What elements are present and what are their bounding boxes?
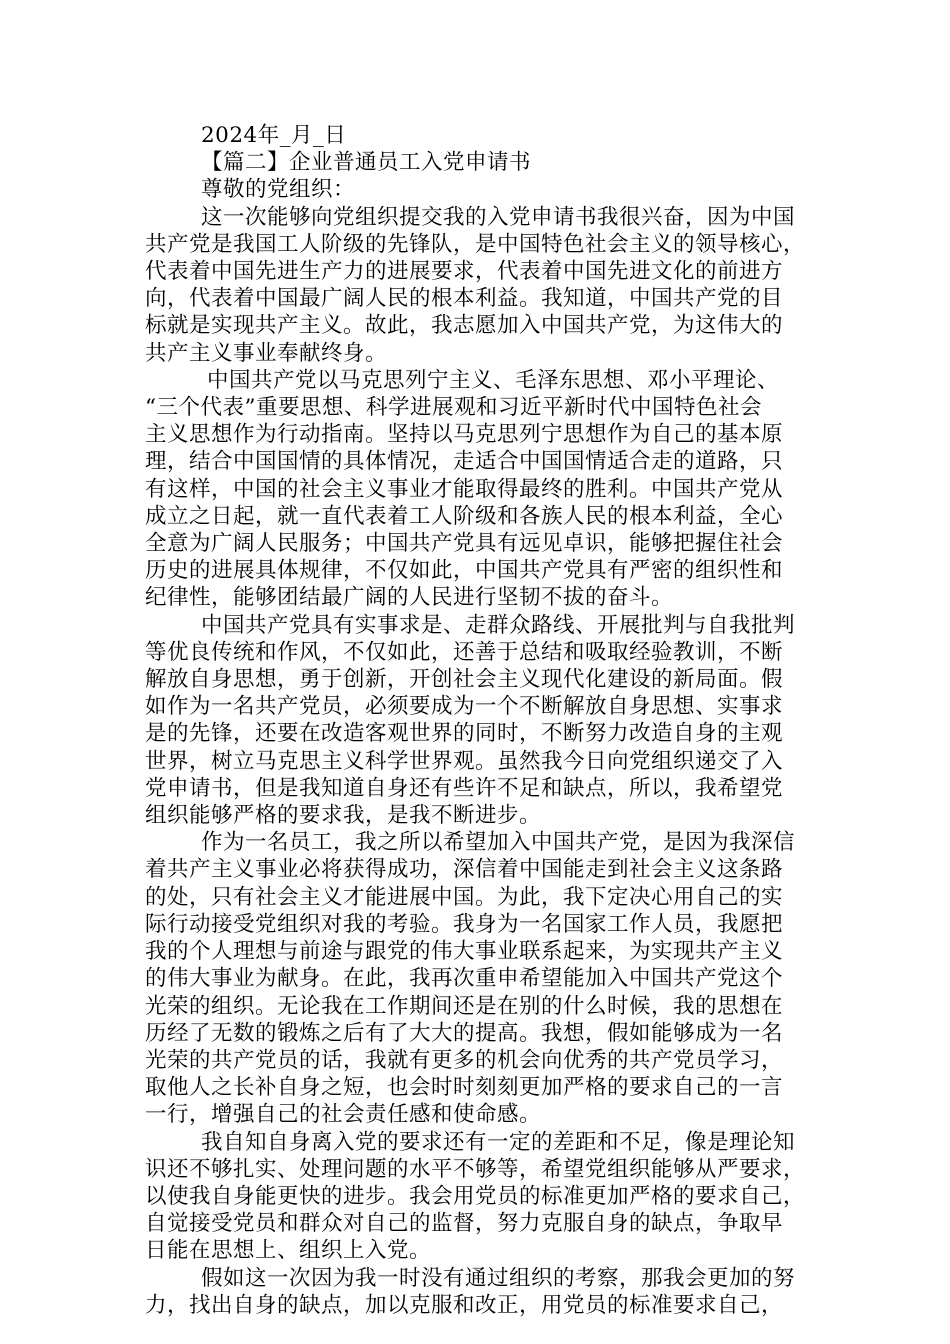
paragraph-line: 标就是实现共产主义。故此，我志愿加入中国共产党，为这伟大的 <box>145 313 784 339</box>
paragraph-line: 识还不够扎实、处理问题的水平不够等，希望党组织能够从严要求， <box>145 1156 806 1182</box>
paragraph-line: 日能在思想上、组织上入党。 <box>145 1238 432 1264</box>
paragraph-line: 组织能够严格的要求我，是我不断进步。 <box>145 803 542 829</box>
paragraph-line: 光荣的共产党员的话，我就有更多的机会向优秀的共产党员学习， <box>145 1047 784 1073</box>
paragraph-line: 是的先锋，还要在改造客观世界的同时，不断努力改造自身的主观 <box>145 721 784 747</box>
paragraph-2 <box>145 367 810 612</box>
paragraph-line: 以使我自身能更快的进步。我会用党员的标准更加严格的要求自己， <box>145 1183 806 1209</box>
paragraph-line: 作为一名员工，我之所以希望加入中国共产党，是因为我深信 <box>201 830 796 856</box>
date-line: 2024年_月_日 <box>201 123 347 148</box>
paragraph-line: 共产党是我国工人阶级的先锋队，是中国特色社会主义的领导核心， <box>145 231 806 257</box>
paragraph-line: 主义思想作为行动指南。坚持以马克思列宁思想作为自己的基本原 <box>145 422 784 448</box>
paragraph-line: “三个代表”重要思想、科学进展观和习近平新时代中国特色社会 <box>145 395 762 421</box>
paragraph-6 <box>145 1265 810 1319</box>
paragraph-line: 有这样，中国的社会主义事业才能取得最终的胜利。中国共产党从 <box>145 476 784 502</box>
paragraph-line: 理，结合中国国情的具体情况，走适合中国国情适合走的道路，只 <box>145 449 784 475</box>
paragraph-line: 历经了无数的锻炼之后有了大大的提高。我想，假如能够成为一名 <box>145 1020 784 1046</box>
paragraph-line: 历史的进展具体规律，不仅如此，中国共产党具有严密的组织性和 <box>145 558 784 584</box>
section-title: 【篇二】企业普通员工入党申请书 <box>201 150 532 176</box>
paragraph-line: 力，找出自身的缺点，加以克服和改正，用党员的标准要求自己， <box>145 1292 784 1318</box>
paragraph-line: 自觉接受党员和群众对自己的监督，努力克服自身的缺点，争取早 <box>145 1211 784 1237</box>
paragraph-line: 等优良传统和作风，不仅如此，还善于总结和吸取经验教训，不断 <box>145 639 784 665</box>
paragraph-line: 党申请书，但是我知道自身还有些许不足和缺点，所以，我希望党 <box>145 775 784 801</box>
paragraph-line: 共产主义事业奉献终身。 <box>145 340 388 366</box>
paragraph-line: 一行，增强自己的社会责任感和使命感。 <box>145 1102 542 1128</box>
paragraph-4 <box>145 829 810 1128</box>
paragraph-line: 这一次能够向党组织提交我的入党申请书我很兴奋，因为中国 <box>201 204 796 230</box>
paragraph-1 <box>145 204 810 367</box>
paragraph-line: 我的个人理想与前途与跟党的伟大事业联系起来，为实现共产主义 <box>145 939 784 965</box>
paragraph-3 <box>145 612 810 830</box>
paragraph-line: 着共产主义事业必将获得成功，深信着中国能走到社会主义这条路 <box>145 857 784 883</box>
document-page <box>145 122 810 1319</box>
paragraph-line: 的处，只有社会主义才能进展中国。为此，我下定决心用自己的实 <box>145 884 784 910</box>
paragraph-line: 的伟大事业为献身。在此，我再次重申希望能加入中国共产党这个 <box>145 966 784 992</box>
paragraph-line: 光荣的组织。无论我在工作期间还是在别的什么时候，我的思想在 <box>145 993 784 1019</box>
paragraph-line: 如作为一名共产党员，必须要成为一个不断解放自身思想、实事求 <box>145 694 784 720</box>
paragraph-line: 向，代表着中国最广阔人民的根本利益。我知道，中国共产党的目 <box>145 286 784 312</box>
paragraph-line: 中国共产党以马克思列宁主义、毛泽东思想、邓小平理论、 <box>207 367 780 393</box>
salutation: 尊敬的党组织： <box>201 177 356 203</box>
paragraph-line: 纪律性，能够团结最广阔的人民进行坚韧不拔的奋斗。 <box>145 585 674 611</box>
paragraph-line: 全意为广阔人民服务；中国共产党具有远见卓识，能够把握住社会 <box>145 531 784 557</box>
paragraph-line: 取他人之长补自身之短，也会时时刻刻更加严格的要求自己的一言 <box>145 1075 784 1101</box>
paragraph-line: 我自知自身离入党的要求还有一定的差距和不足，像是理论知 <box>201 1129 796 1155</box>
paragraph-line: 中国共产党具有实事求是、走群众路线、开展批判与自我批判 <box>201 612 796 638</box>
paragraph-line: 假如这一次因为我一时没有通过组织的考察，那我会更加的努 <box>201 1265 796 1291</box>
paragraph-5 <box>145 1129 810 1265</box>
paragraph-line: 世界，树立马克思主义科学世界观。虽然我今日向党组织递交了入 <box>145 748 784 774</box>
paragraph-line: 解放自身思想，勇于创新，开创社会主义现代化建设的新局面。假 <box>145 667 784 693</box>
paragraph-line: 成立之日起，就一直代表着工人阶级和各族人民的根本利益，全心 <box>145 503 784 529</box>
paragraph-line: 代表着中国先进生产力的进展要求，代表着中国先进文化的前进方 <box>145 259 784 285</box>
paragraph-line: 际行动接受党组织对我的考验。我身为一名国家工作人员，我愿把 <box>145 911 784 937</box>
